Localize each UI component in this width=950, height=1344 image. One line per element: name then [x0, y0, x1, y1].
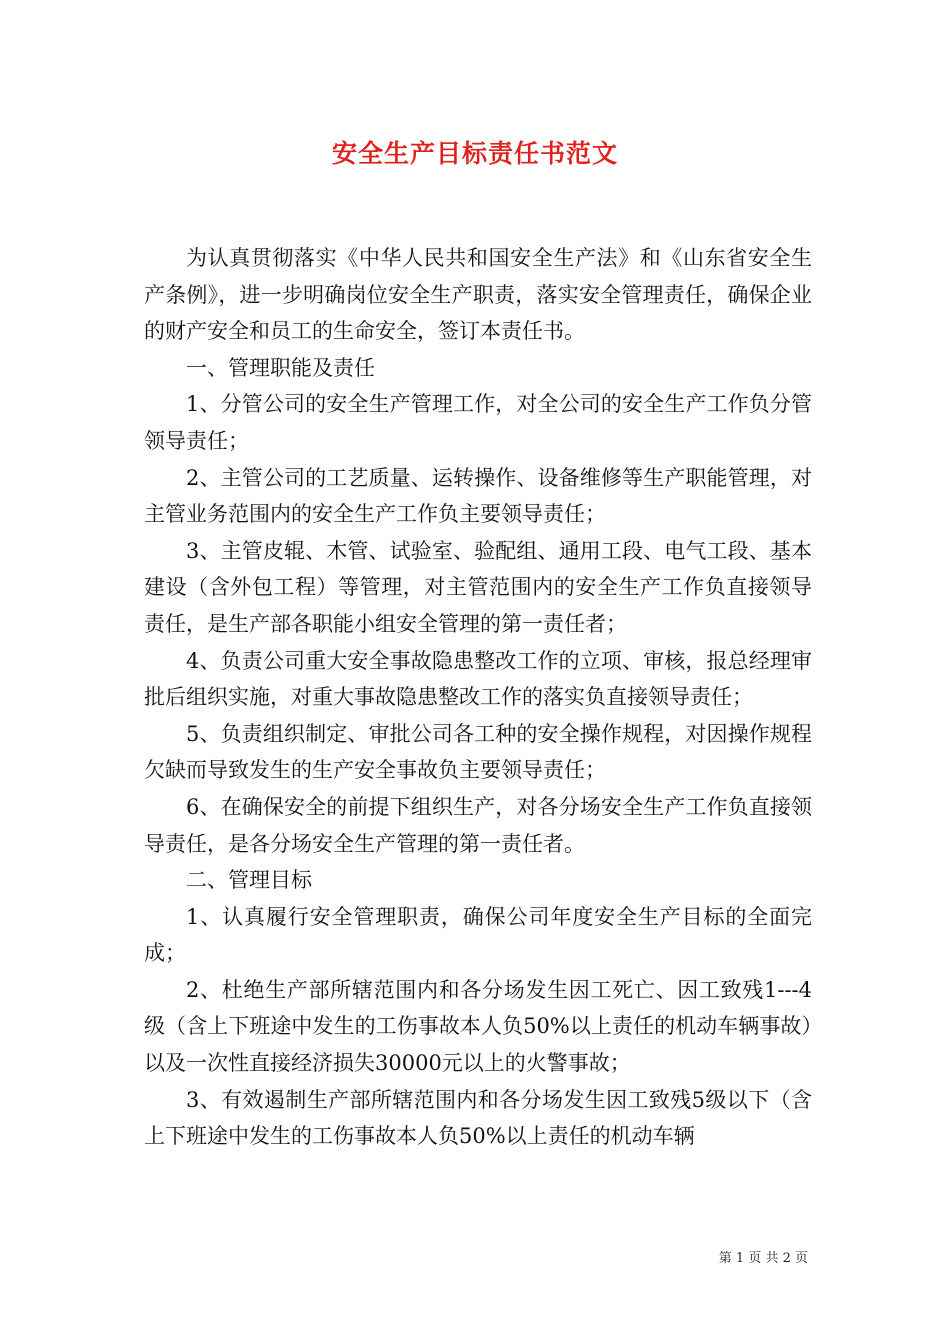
list-item: 3、有效遏制生产部所辖范围内和各分场发生因工致残5级以下（含上下班途中发生的工伤事故本人负50%以上责任的机动车辆: [144, 1087, 812, 1149]
list-item: 2、杜绝生产部所辖范围内和各分场发生因工死亡、因工致残1---4级（含上下班途中发生的工伤事故本人负50%以上责任的机动车辆事故）以及一次性直接经济损失30000元以上的火警事故；: [144, 977, 812, 1076]
list-item: 1、认真履行安全管理职责，确保公司年度安全生产目标的全面完成；: [144, 904, 812, 966]
intro-paragraph: 为认真贯彻落实《中华人民共和国安全生产法》和《山东省安全生产条例》，进一步明确岗位安全生产职责，落实安全管理责任，确保企业的财产安全和员工的生命安全，签订本责任书。: [144, 246, 812, 344]
list-item: 2、主管公司的工艺质量、运转操作、设备维修等生产职能管理，对主管业务范围内的安全生产工作负主要领导责任；: [144, 465, 812, 527]
list-item: 1、分管公司的安全生产管理工作，对全公司的安全生产工作负分管领导责任；: [144, 392, 812, 453]
list-item: 3、主管皮辊、木管、试验室、验配组、通用工段、电气工段、基本建设（含外包工程）等管理，对主管范围内的安全生产工作负直接领导责任，是生产部各职能小组安全管理的第一责任者；: [144, 538, 812, 636]
list-item: 5、负责组织制定、审批公司各工种的安全操作规程，对因操作规程欠缺而导致发生的生产安全事故负主要领导责任；: [144, 721, 812, 783]
section-heading-2: 二、管理目标: [186, 868, 312, 893]
document-body: [144, 240, 812, 1155]
list-item: 4、负责公司重大安全事故隐患整改工作的立项、审核，报总经理审批后组织实施，对重大事故隐患整改工作的落实负直接领导责任；: [144, 648, 812, 710]
page-indicator: 第 1 页 共 2 页: [718, 1251, 808, 1266]
section-heading-1: 一、管理职能及责任: [186, 355, 375, 380]
document-title: 安全生产目标责任书范文: [331, 139, 618, 168]
list-item: 6、在确保安全的前提下组织生产，对各分场安全生产工作负直接领导责任，是各分场安全生产管理的第一责任者。: [144, 794, 812, 856]
